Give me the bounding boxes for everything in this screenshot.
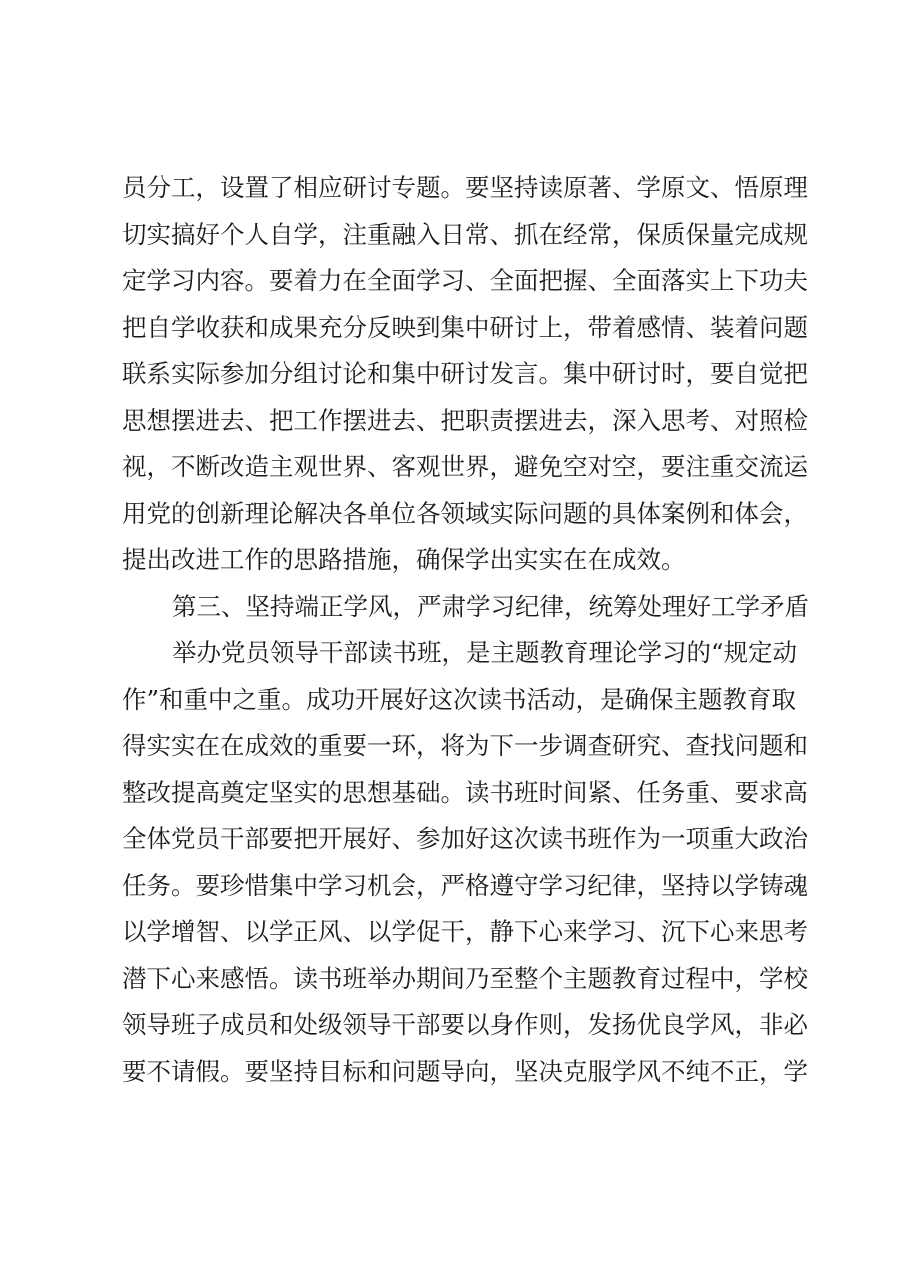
paragraph-line: 以学增智、以学正风、以学促干，静下心来学习、沉下心来思考 (122, 917, 808, 946)
paragraph-line: 作”和重中之重。成功开展好这次读书活动，是确保主题教育取 (122, 684, 797, 714)
paragraph-line: 要不请假。要坚持目标和问题导向，坚决克服学风不纯不正，学 (122, 1056, 808, 1086)
paragraph-line: 思想摆进去、把工作摆进去、把职责摆进去，深入思考、对照检 (122, 405, 808, 435)
paragraph-line: 切实搞好个人自学，注重融入日常、抓在经常，保质保量完成规 (122, 219, 808, 249)
paragraph-line: 员分工，设置了相应研讨专题。要坚持读原著、学原文、悟原理 (122, 173, 808, 202)
paragraph-line: 用党的创新理论解决各单位各领域实际问题的具体案例和体会， (122, 498, 808, 528)
paragraph-line: 得实实在在成效的重要一环，将为下一步调查研究、查找问题和 (122, 731, 808, 760)
paragraph-line: 潜下心来感悟。读书班举办期间乃至整个主题教育过程中，学校 (122, 963, 808, 993)
paragraph-line: 提出改进工作的思路措施，确保学出实实在在成效。 (122, 545, 686, 574)
paragraph-line: 任务。要珍惜集中学习机会，严格遵守学习纪律，坚持以学铸魂 (122, 870, 808, 900)
body-text (122, 165, 812, 1095)
paragraph-line: 视，不断改造主观世界、客观世界，避免空对空，要注重交流运 (122, 452, 808, 481)
section-heading: 第三、坚持端正学风，严肃学习纪律，统筹处理好工学矛盾 (172, 591, 809, 621)
paragraph-line: 整改提高奠定坚实的思想基础。读书班时间紧、任务重、要求高 (122, 777, 808, 807)
paragraph-line: 全体党员干部要把开展好、参加好这次读书班作为一项重大政治 (122, 824, 808, 853)
paragraph-line: 把自学收获和成果充分反映到集中研讨上，带着感情、装着问题 (122, 312, 808, 342)
paragraph-line: 举办党员领导干部读书班，是主题教育理论学习的“规定动 (172, 638, 798, 667)
paragraph-line: 联系实际参加分组讨论和集中研讨发言。集中研讨时，要自觉把 (122, 359, 808, 388)
paragraph-line: 领导班子成员和处级领导干部要以身作则，发扬优良学风，非必 (122, 1010, 808, 1039)
paragraph-line: 定学习内容。要着力在全面学习、全面把握、全面落实上下功夫 (122, 266, 808, 295)
